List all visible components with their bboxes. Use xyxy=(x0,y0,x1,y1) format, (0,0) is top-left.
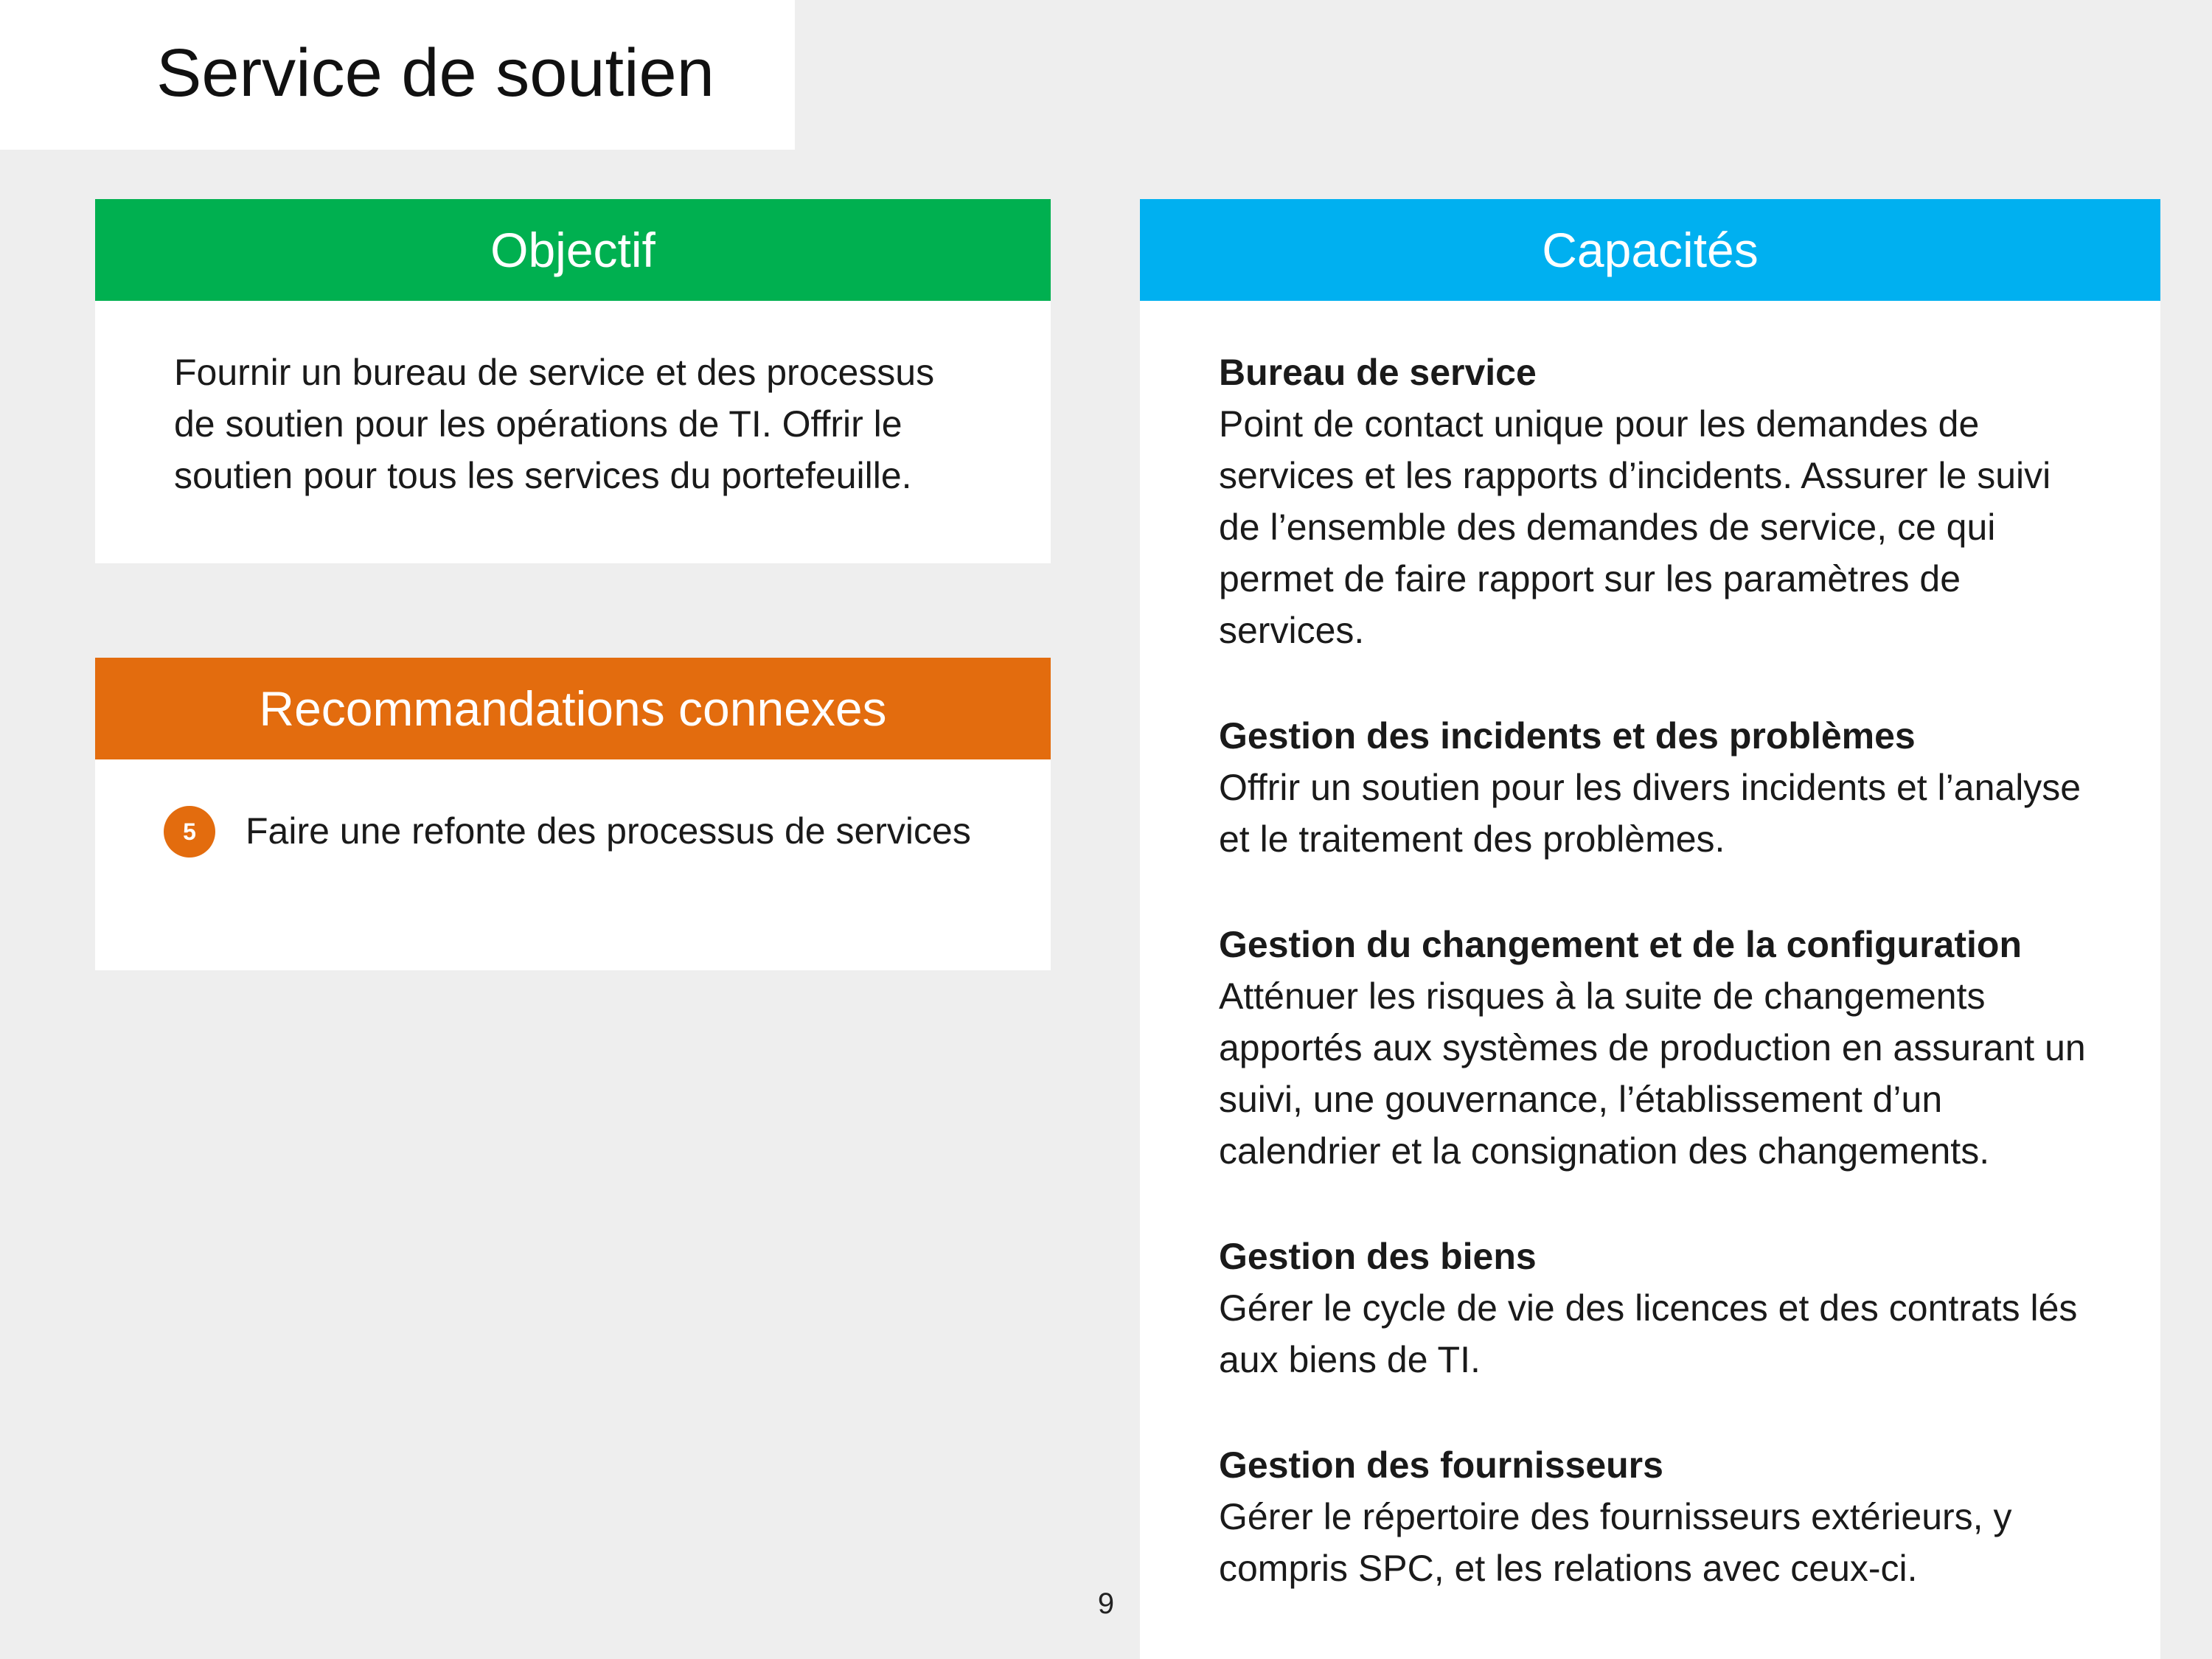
capability-item xyxy=(1219,1231,2101,1385)
capability-title: Gestion du changement et de la configuration xyxy=(1219,924,2022,965)
page-number: 9 xyxy=(1097,1587,1115,1620)
capabilities-panel xyxy=(1140,301,2160,1659)
capabilities-header: Capacités xyxy=(1140,199,2160,301)
capability-item xyxy=(1219,710,2101,865)
capability-title: Bureau de service xyxy=(1219,352,1537,393)
capability-title: Gestion des incidents et des problèmes xyxy=(1219,715,1916,757)
recommendation-text: Faire une refonte des processus de services xyxy=(246,810,971,852)
capability-item xyxy=(1219,347,2101,656)
recommendations-header: Recommandations connexes xyxy=(95,658,1051,759)
recommendation-number-badge: 5 xyxy=(164,806,215,858)
capability-description: Gérer le répertoire des fournisseurs extérieurs, y compris SPC, et les relations avec ceux-ci. xyxy=(1219,1496,2012,1589)
recommendations-panel xyxy=(95,759,1051,970)
capability-item xyxy=(1219,919,2101,1177)
title-box xyxy=(0,0,795,150)
capability-description: Gérer le cycle de vie des licences et des contrats lés aux biens de TI. xyxy=(1219,1287,2078,1380)
objective-text: Fournir un bureau de service et des processus de soutien pour les opérations de TI. Offrir le soutien pour tous les services du portefeuille. xyxy=(174,352,935,496)
capability-description: Offrir un soutien pour les divers incidents et l’analyse et le traitement des problèmes. xyxy=(1219,767,2081,860)
capability-title: Gestion des biens xyxy=(1219,1236,1537,1277)
objective-header: Objectif xyxy=(95,199,1051,301)
capability-description: Atténuer les risques à la suite de changements apportés aux systèmes de production en assurant un suivi, une gouvernance, l’établissement d’un calendrier et la consignation des changements. xyxy=(1219,975,2086,1172)
objective-panel xyxy=(95,301,1051,563)
capability-title: Gestion des fournisseurs xyxy=(1219,1444,1663,1486)
capability-item xyxy=(1219,1439,2101,1594)
page-title: Service de soutien xyxy=(156,35,714,111)
capability-description: Point de contact unique pour les demandes de services et les rapports d’incidents. Assurer le suivi de l’ensemble des demandes de service, ce qui permet de faire rapport sur les paramètres de services. xyxy=(1219,403,2051,651)
